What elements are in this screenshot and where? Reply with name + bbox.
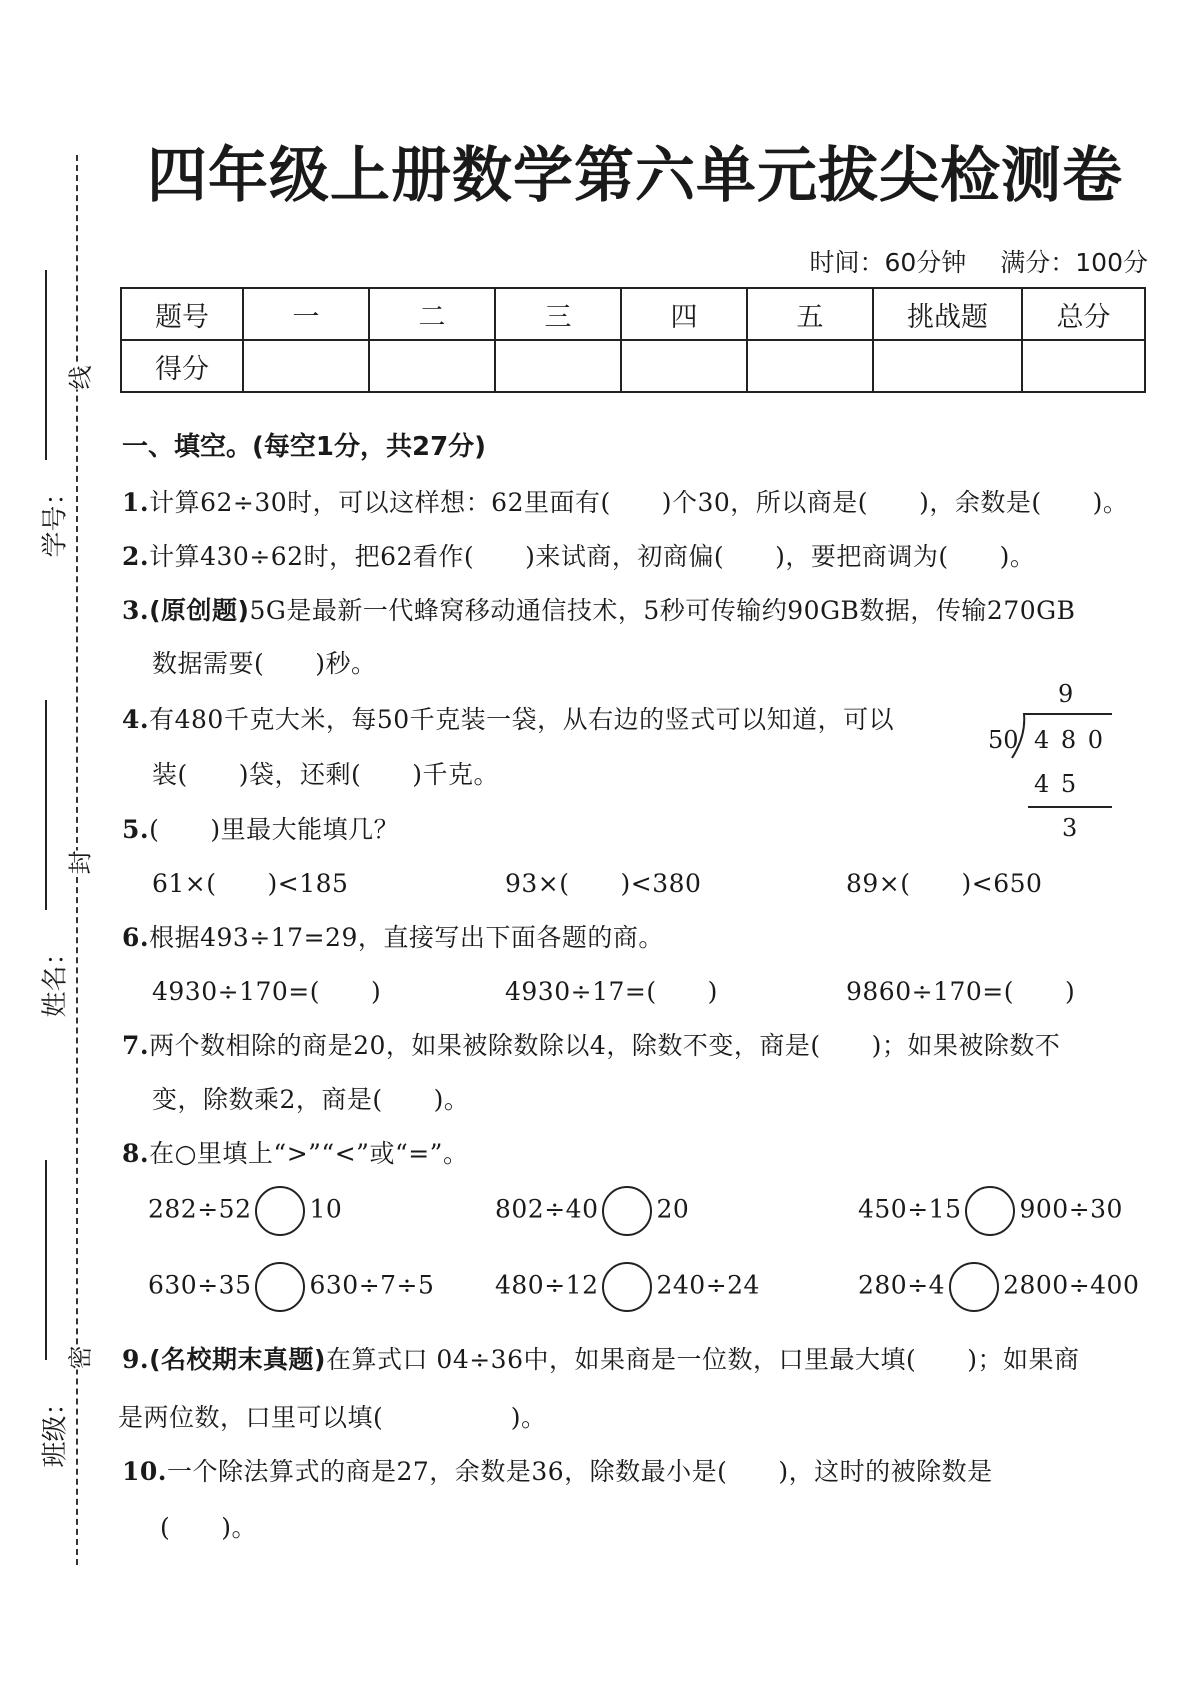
compare-right: 900÷30 — [1019, 1194, 1123, 1224]
question-number: 3. — [122, 596, 150, 625]
question-text: 在○里填上“>”“<”或“=”。 — [149, 1139, 469, 1168]
binding-seal-char: 封 — [61, 851, 96, 875]
division-divisor: 50 — [988, 726, 1019, 754]
score-table — [120, 287, 1146, 393]
compare-right: 20 — [656, 1194, 690, 1224]
score-row-label: 得分 — [121, 340, 243, 392]
question-text: 一个除法算式的商是27，余数是36，除数最小是( )，这时的被除数是 — [167, 1457, 993, 1486]
page-title: 四年级上册数学第六单元拔尖检测卷 — [147, 141, 1123, 211]
question-text: 有480千克大米，每50千克装一袋，从右边的竖式可以知道，可以 — [149, 705, 895, 734]
score-table-header-row — [121, 288, 1145, 340]
score-cell[interactable] — [1022, 340, 1145, 392]
question-1 — [122, 483, 1128, 519]
section-heading: 一、填空。(每空1分，共27分) — [122, 432, 487, 462]
name-write-line[interactable] — [45, 700, 47, 910]
binding-line-char: 线 — [61, 366, 96, 390]
question-text: 5G是最新一代蜂窝移动通信技术，5秒可传输约90GB数据，传输270GB — [249, 596, 1076, 625]
q6-item: 4930÷170=( ) — [152, 977, 382, 1006]
score-cell[interactable] — [369, 340, 495, 392]
compare-left: 282÷52 — [148, 1194, 252, 1224]
time-limit: 时间：60分钟 — [809, 248, 967, 277]
question-number: 4. — [122, 705, 150, 734]
compare-right: 10 — [309, 1194, 343, 1224]
question-text: 计算62÷30时，可以这样想：62里面有( )个30，所以商是( )，余数是( )。 — [149, 488, 1129, 517]
header-cell: 四 — [621, 288, 747, 340]
class-label: 班级： — [40, 1389, 71, 1468]
score-cell[interactable] — [873, 340, 1022, 392]
question-text: 两个数相除的商是20，如果被除数除以4，除数不变，商是( )；如果被除数不 — [149, 1031, 1061, 1060]
question-tag: (名校期末真题) — [149, 1345, 326, 1374]
score-table-score-row — [121, 340, 1145, 392]
question-number: 10. — [122, 1457, 167, 1486]
header-cell: 题号 — [121, 288, 243, 340]
q5-item: 89×( )<650 — [846, 869, 1043, 898]
compare-item — [858, 1186, 1123, 1236]
compare-right: 240÷24 — [656, 1270, 760, 1300]
question-8 — [122, 1134, 468, 1170]
question-6 — [122, 918, 664, 954]
compare-item — [495, 1262, 760, 1312]
compare-item — [148, 1186, 342, 1236]
question-tag: (原创题) — [149, 596, 250, 625]
question-number: 7. — [122, 1031, 150, 1060]
question-number: 5. — [122, 815, 150, 844]
question-number: 2. — [122, 542, 150, 571]
question-9 — [122, 1340, 1080, 1376]
student-id-write-line[interactable] — [45, 270, 47, 460]
score-cell[interactable] — [495, 340, 621, 392]
header-cell: 总分 — [1022, 288, 1145, 340]
question-7-continued: 变，除数乘2，商是( )。 — [152, 1085, 470, 1114]
question-10 — [122, 1452, 993, 1488]
score-cell[interactable] — [243, 340, 369, 392]
full-score: 满分：100分 — [1000, 248, 1148, 277]
compare-left: 630÷35 — [148, 1270, 252, 1300]
question-9-continued: 是两位数，口里可以填( )。 — [118, 1403, 547, 1432]
answer-circle[interactable] — [602, 1262, 652, 1312]
division-dividend: 4 8 0 — [1034, 726, 1106, 754]
q5-item: 61×( )<185 — [152, 869, 349, 898]
header-cell: 二 — [369, 288, 495, 340]
compare-left: 802÷40 — [495, 1194, 599, 1224]
answer-circle[interactable] — [255, 1262, 305, 1312]
compare-item — [495, 1186, 689, 1236]
question-3 — [122, 591, 1075, 627]
question-5 — [122, 810, 399, 846]
compare-right: 2800÷400 — [1003, 1270, 1140, 1300]
answer-circle[interactable] — [255, 1186, 305, 1236]
division-product: 4 5 — [1034, 770, 1079, 798]
compare-left: 450÷15 — [858, 1194, 962, 1224]
q6-item: 4930÷17=( ) — [505, 977, 718, 1006]
question-4-continued: 装( )袋，还剩( )千克。 — [152, 760, 500, 789]
question-10-continued: ( )。 — [160, 1513, 258, 1542]
question-text: 在算式口 04÷36中，如果商是一位数，口里最大填( )；如果商 — [325, 1345, 1080, 1374]
answer-circle[interactable] — [949, 1262, 999, 1312]
question-2 — [122, 537, 1035, 573]
question-text: 根据493÷17=29，直接写出下面各题的商。 — [149, 923, 664, 952]
division-rule — [1028, 806, 1112, 808]
compare-left: 280÷4 — [858, 1270, 946, 1300]
question-7 — [122, 1026, 1060, 1062]
binding-secret-char: 密 — [61, 1346, 96, 1370]
compare-item — [858, 1262, 1139, 1312]
header-cell: 一 — [243, 288, 369, 340]
question-text: ( )里最大能填几？ — [149, 815, 400, 844]
score-cell[interactable] — [621, 340, 747, 392]
question-3-continued: 数据需要( )秒。 — [152, 649, 377, 678]
question-number: 9. — [122, 1345, 150, 1374]
compare-item — [148, 1262, 434, 1312]
class-write-line[interactable] — [45, 1160, 47, 1360]
header-cell: 三 — [495, 288, 621, 340]
header-cell: 挑战题 — [873, 288, 1022, 340]
name-label: 姓名： — [40, 939, 71, 1018]
question-number: 6. — [122, 923, 150, 952]
q5-item: 93×( )<380 — [505, 869, 702, 898]
compare-left: 480÷12 — [495, 1270, 599, 1300]
division-remainder: 3 — [1062, 814, 1078, 842]
student-id-label: 学号： — [40, 479, 71, 558]
answer-circle[interactable] — [965, 1186, 1015, 1236]
header-cell: 五 — [747, 288, 873, 340]
division-quotient: 9 — [1058, 680, 1074, 708]
question-number: 8. — [122, 1139, 150, 1168]
question-text: 计算430÷62时，把62看作( )来试商，初商偏( )，要把商调为( )。 — [149, 542, 1036, 571]
question-4 — [122, 700, 894, 736]
q6-item: 9860÷170=( ) — [846, 977, 1076, 1006]
question-number: 1. — [122, 488, 150, 517]
compare-right: 630÷7÷5 — [309, 1270, 435, 1300]
exam-meta — [809, 243, 1148, 279]
answer-circle[interactable] — [602, 1186, 652, 1236]
score-cell[interactable] — [747, 340, 873, 392]
